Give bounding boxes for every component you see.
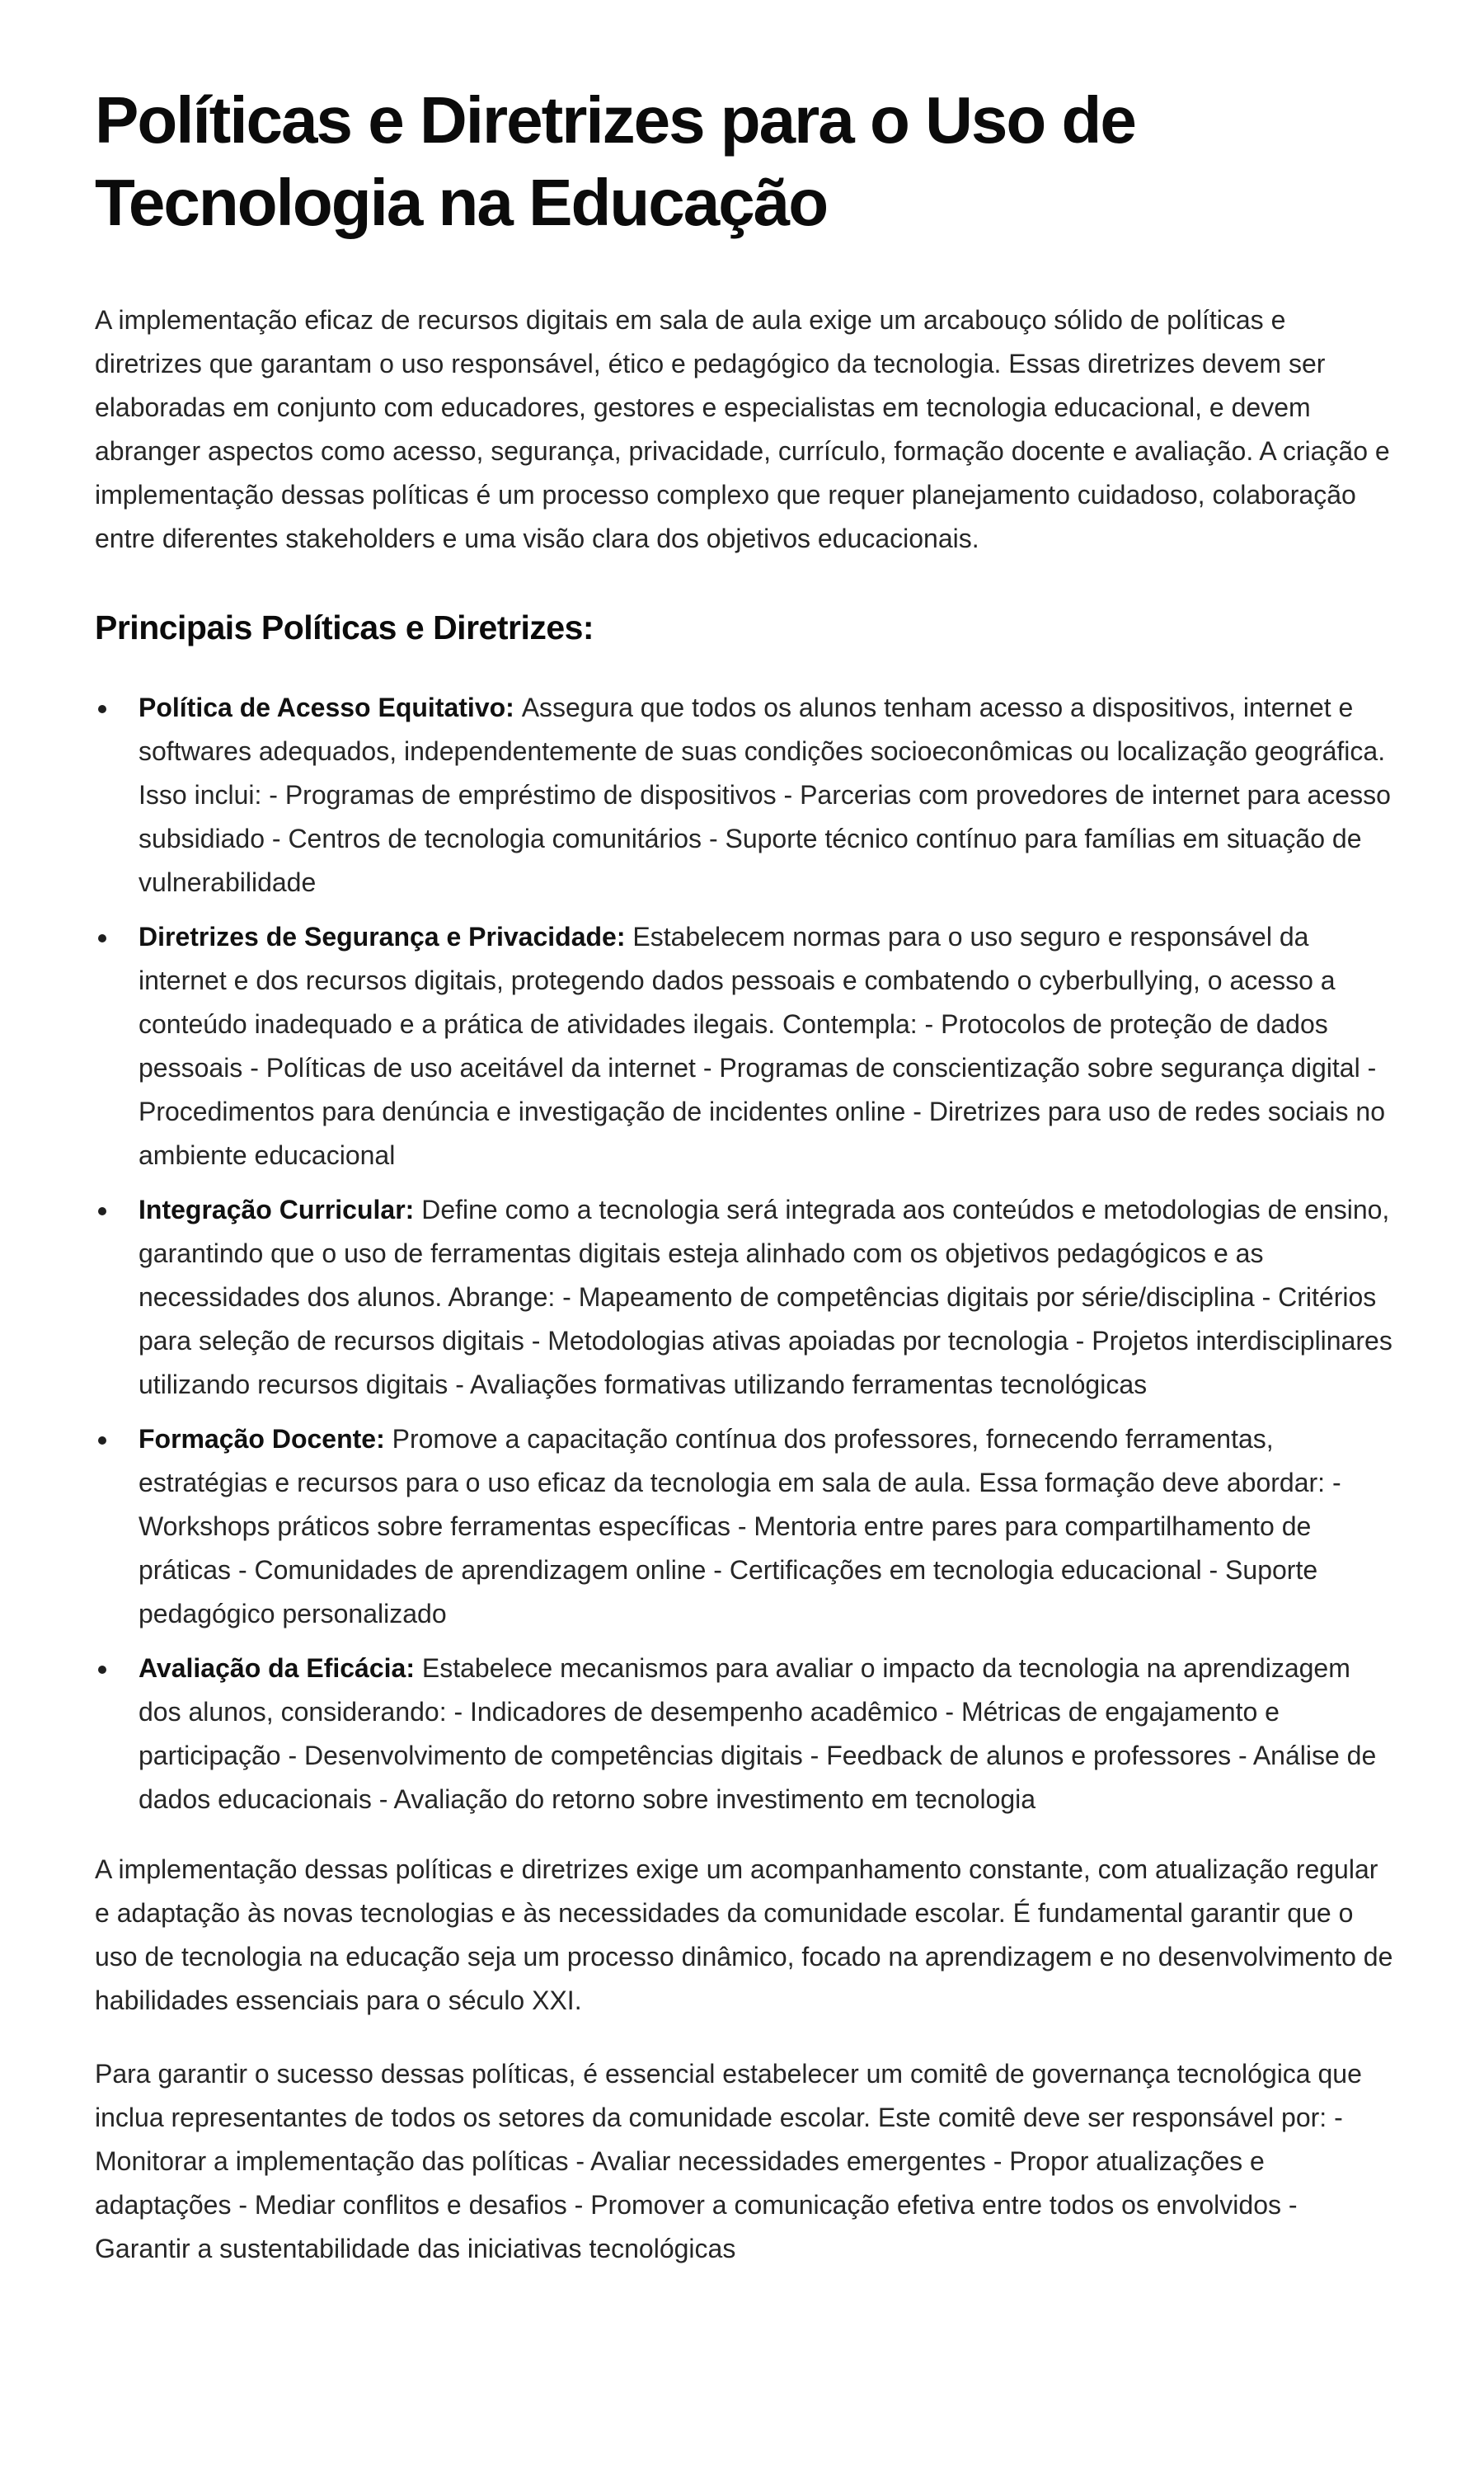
bullet-icon — [98, 1436, 106, 1445]
policy-title: Avaliação da Eficácia: — [139, 1653, 422, 1683]
bullet-icon — [98, 705, 106, 713]
bullet-icon — [98, 934, 106, 942]
policy-text: Estabelecem normas para o uso seguro e responsável da internet e dos recursos digitais, protegendo dados pessoais e combatendo o cyberbullying, o acesso a conteúdo inadequado e a prática de atividades ilegais. Contempla: - Protocolos de proteção de dados pessoais - Políticas de uso aceitável da internet - Programas de conscientização sobre segurança digital - Procedimentos para denúncia e investigação de incidentes online - Diretrizes para uso de redes sociais no ambiente educacional — [139, 922, 1385, 1170]
bullet-icon — [98, 1666, 106, 1674]
bullet-icon — [98, 1207, 106, 1215]
closing-paragraph: A implementação dessas políticas e diretrizes exige um acompanhamento constante, com atualização regular e adaptação às novas tecnologias e às necessidades da comunidade escolar. É fundamental garantir que o uso de tecnologia na educação seja um processo dinâmico, focado na aprendizagem e no desenvolvimento de habilidades essenciais para o século XXI. — [95, 1854, 1393, 2015]
policy-text: Define como a tecnologia será integrada aos conteúdos e metodologias de ensino, garantindo que o uso de ferramentas digitais esteja alinhado com os objetivos pedagógicos e as necessidades dos alunos. Abrange: - Mapeamento de competências digitais por série/disciplina - Critérios para seleção de recursos digitais - Metodologias ativas apoiadas por tecnologia - Projetos interdisciplinares utilizando recursos digitais - Avaliações formativas utilizando ferramentas tecnológicas — [139, 1195, 1392, 1399]
section-heading: Principais Políticas e Diretrizes: — [95, 609, 594, 646]
policy-item-integracao-curricular — [95, 1188, 1397, 1407]
policy-title: Diretrizes de Segurança e Privacidade: — [139, 922, 633, 952]
policy-title: Política de Acesso Equitativo: — [139, 693, 522, 722]
policy-text: Estabelece mecanismos para avaliar o impacto da tecnologia na aprendizagem dos alunos, considerando: - Indicadores de desempenho acadêmico - Métricas de engajamento e participação - Desenvolvimento de competências digitais - Feedback de alunos e professores - Análise de dados educacionais - Avaliação do retorno sobre investimento em tecnologia — [139, 1653, 1377, 1814]
page-title: Políticas e Diretrizes para o Uso de Tecnologia na Educação — [95, 83, 1135, 239]
policy-list — [95, 686, 1397, 1821]
intro-paragraph: A implementação eficaz de recursos digitais em sala de aula exige um arcabouço sólido de políticas e diretrizes que garantam o uso responsável, ético e pedagógico da tecnologia. Essas diretrizes devem ser elaboradas em conjunto com educadores, gestores e especialistas em tecnologia educacional, e devem abranger aspectos como acesso, segurança, privacidade, currículo, formação docente e avaliação. A criação e implementação dessas políticas é um processo complexo que requer planejamento cuidadoso, colaboração entre diferentes stakeholders e uma visão clara dos objetivos educacionais. — [95, 305, 1390, 553]
policy-item-acesso-equitativo — [95, 686, 1397, 905]
policy-title: Formação Docente: — [139, 1424, 392, 1454]
policy-item-seguranca-privacidade — [95, 915, 1397, 1177]
document — [95, 79, 1397, 2271]
policy-title: Integração Curricular: — [139, 1195, 422, 1224]
policy-item-avaliacao-eficacia — [95, 1647, 1397, 1821]
policy-text: Promove a capacitação contínua dos professores, fornecendo ferramentas, estratégias e recursos para o uso eficaz da tecnologia em sala de aula. Essa formação deve abordar: - Workshops práticos sobre ferramentas específicas - Mentoria entre pares para compartilhamento de práticas - Comunidades de aprendizagem online - Certificações em tecnologia educacional - Suporte pedagógico personalizado — [139, 1424, 1341, 1628]
policy-item-formacao-docente — [95, 1417, 1397, 1636]
committee-paragraph: Para garantir o sucesso dessas políticas, é essencial estabelecer um comitê de governança tecnológica que inclua representantes de todos os setores da comunidade escolar. Este comitê deve ser responsável por: - Monitorar a implementação das políticas - Avaliar necessidades emergentes - Propor atualizações e adaptações - Mediar conflitos e desafios - Promover a comunicação efetiva entre todos os envolvidos - Garantir a sustentabilidade das iniciativas tecnológicas — [95, 2059, 1362, 2263]
policy-text: Assegura que todos os alunos tenham acesso a dispositivos, internet e softwares adequados, independentemente de suas condições socioeconômicas ou localização geográfica. Isso inclui: - Programas de empréstimo de dispositivos - Parcerias com provedores de internet para acesso subsidiado - Centros de tecnologia comunitários - Suporte técnico contínuo para famílias em situação de vulnerabilidade — [139, 693, 1391, 897]
